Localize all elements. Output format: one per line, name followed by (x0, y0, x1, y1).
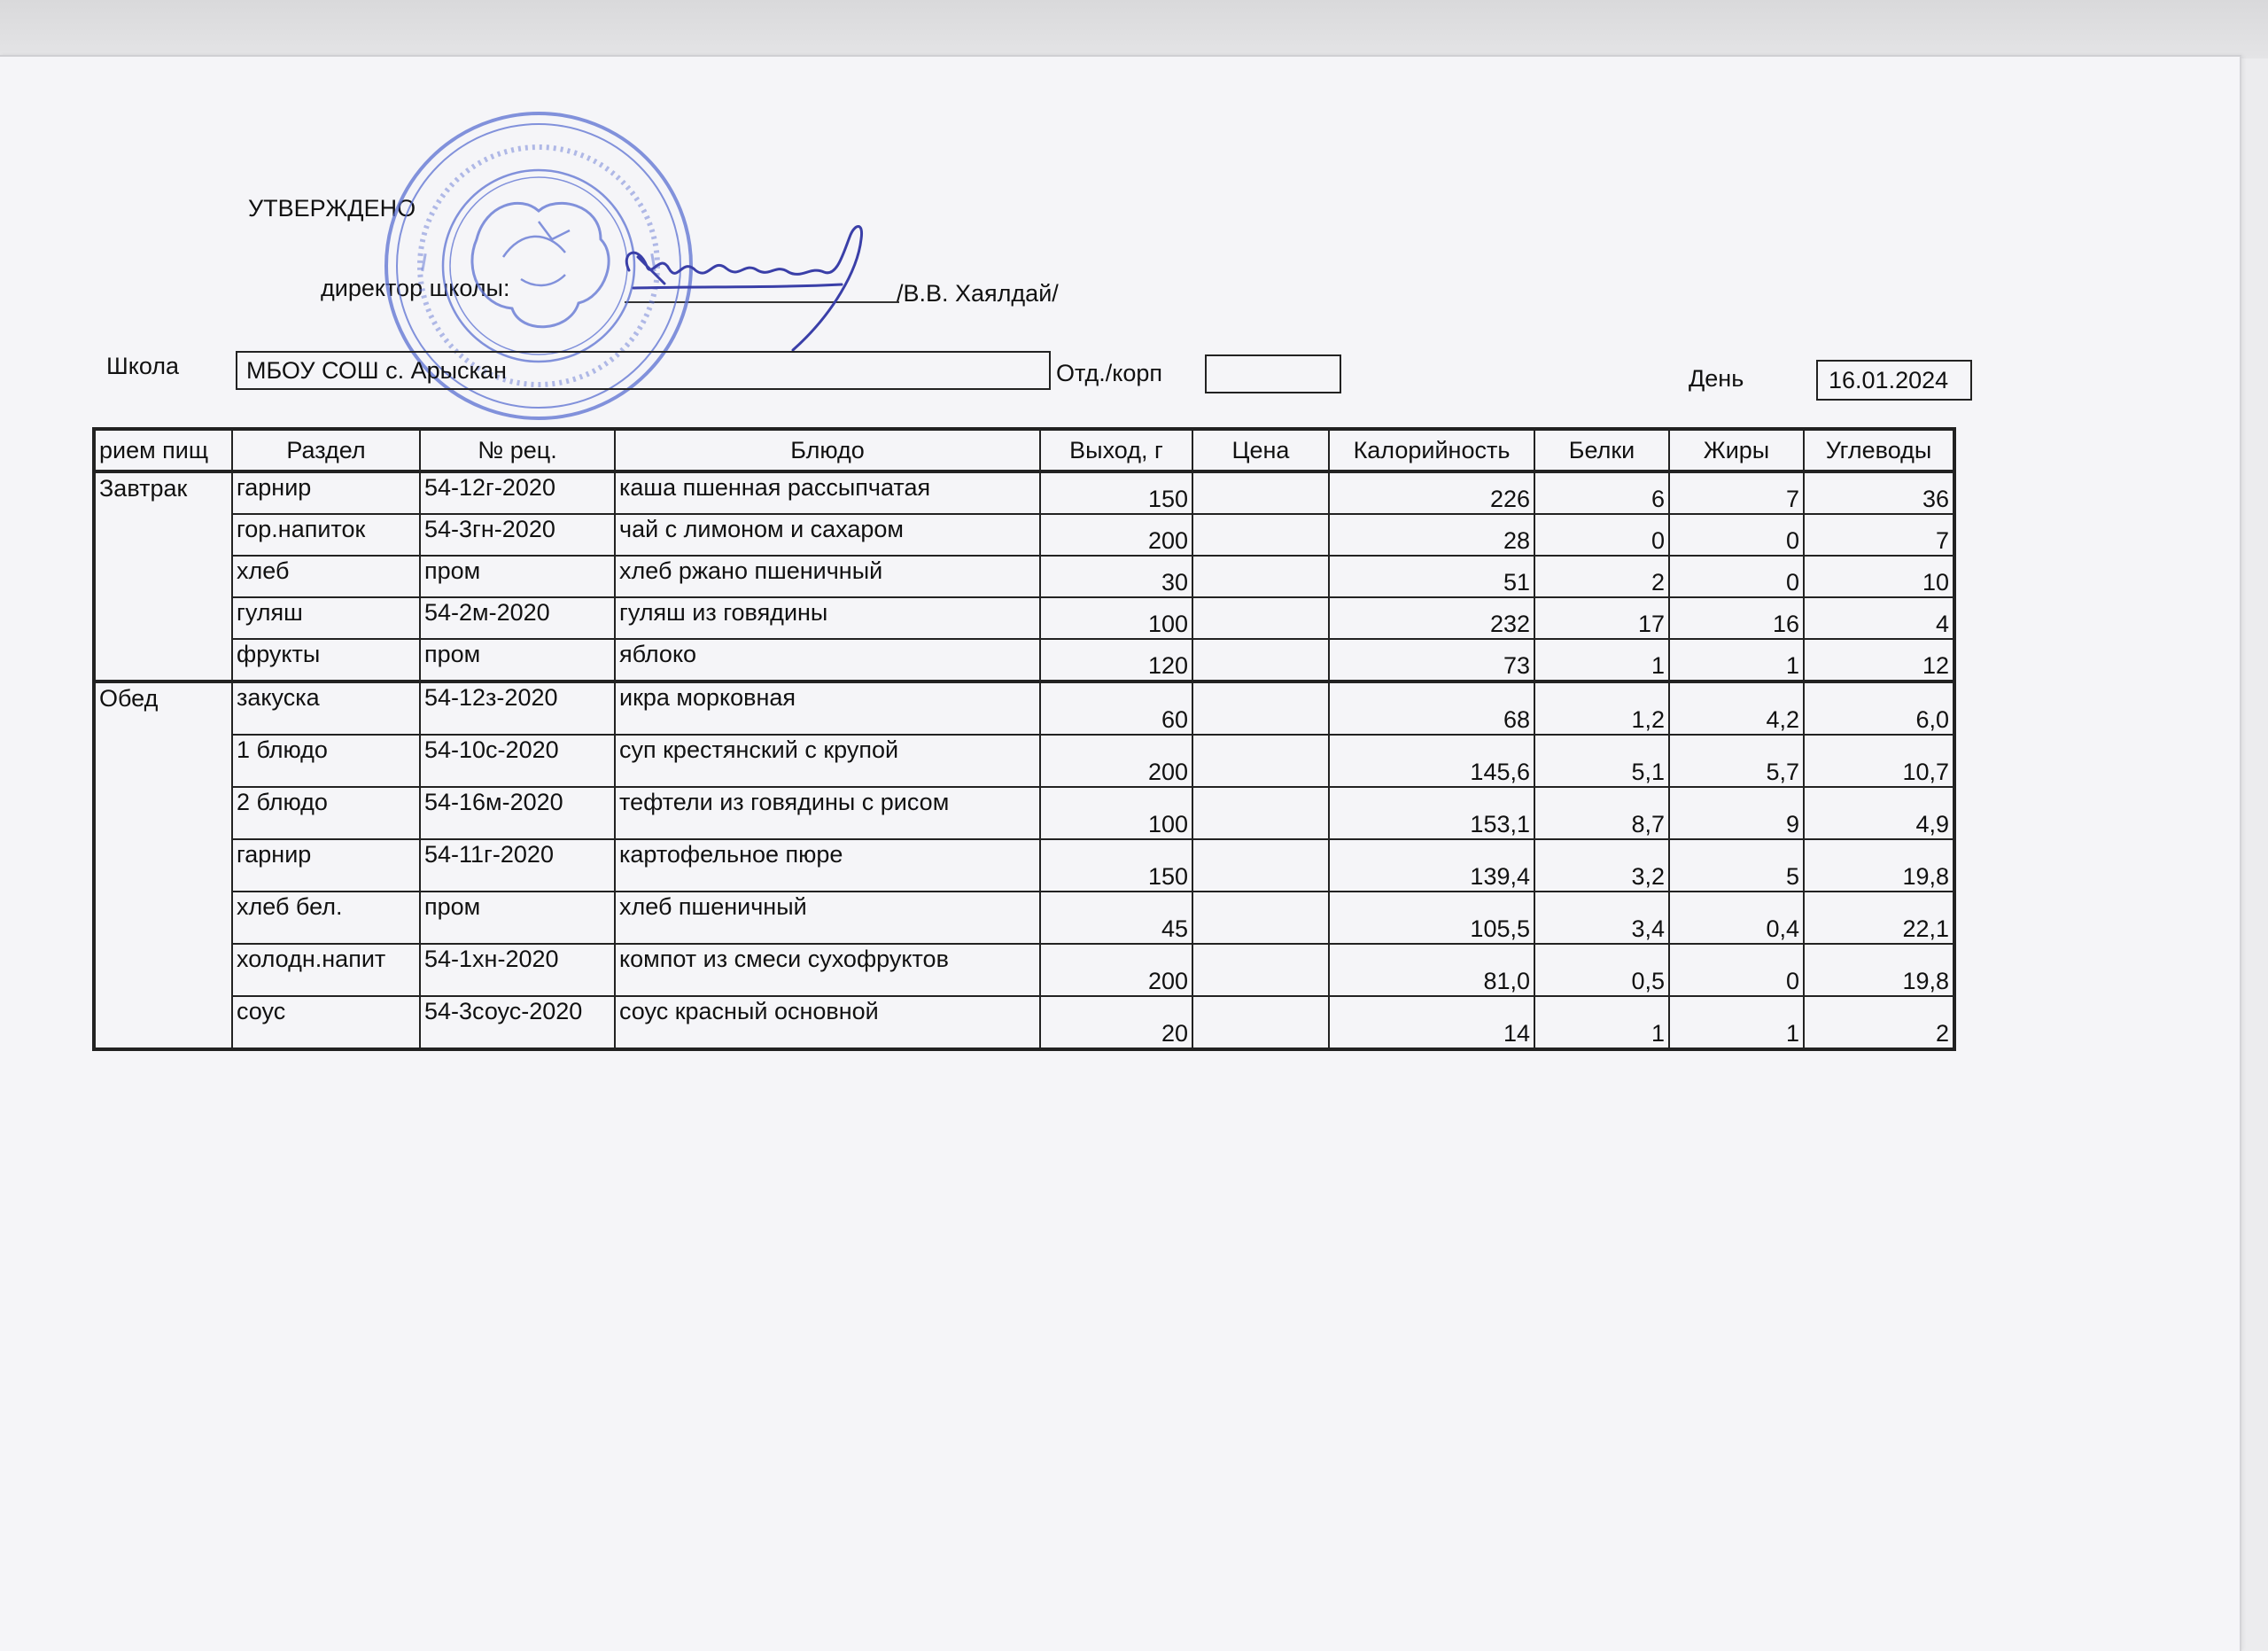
row-kcal: 81,0 (1329, 944, 1534, 996)
row-recipe: 54-3соус-2020 (420, 996, 615, 1049)
row-section: 2 блюдо (232, 787, 420, 839)
col-header-protein: Белки (1534, 429, 1669, 471)
row-carbs: 19,8 (1804, 944, 1954, 996)
table-row (94, 639, 1954, 681)
row-protein: 3,2 (1534, 839, 1669, 892)
row-yield: 45 (1040, 892, 1192, 944)
row-fat: 0 (1669, 514, 1804, 556)
row-yield: 30 (1040, 556, 1192, 597)
row-dish: чай с лимоном и сахаром (615, 514, 1040, 556)
col-header-section: Раздел (232, 429, 420, 471)
row-dish: хлеб пшеничный (615, 892, 1040, 944)
table-row (94, 597, 1954, 639)
row-recipe: 54-2м-2020 (420, 597, 615, 639)
row-kcal: 232 (1329, 597, 1534, 639)
row-yield: 200 (1040, 944, 1192, 996)
row-price (1192, 839, 1329, 892)
school-label: Школа (106, 353, 180, 379)
row-yield: 200 (1040, 514, 1192, 556)
row-protein: 8,7 (1534, 787, 1669, 839)
row-dish: тефтели из говядины с рисом (615, 787, 1040, 839)
row-price (1192, 471, 1329, 514)
row-recipe: 54-11г-2020 (420, 839, 615, 892)
row-carbs: 12 (1804, 639, 1954, 681)
row-carbs: 6,0 (1804, 681, 1954, 735)
row-recipe: 54-3гн-2020 (420, 514, 615, 556)
table-row (94, 892, 1954, 944)
row-protein: 0,5 (1534, 944, 1669, 996)
table-row (94, 839, 1954, 892)
row-dish: соус красный основной (615, 996, 1040, 1049)
signature-icon (611, 217, 913, 359)
row-section: гуляш (232, 597, 420, 639)
row-fat: 1 (1669, 639, 1804, 681)
row-yield: 150 (1040, 839, 1192, 892)
row-protein: 1 (1534, 996, 1669, 1049)
row-kcal: 14 (1329, 996, 1534, 1049)
row-recipe: пром (420, 639, 615, 681)
row-carbs: 2 (1804, 996, 1954, 1049)
table-row (94, 787, 1954, 839)
row-section: фрукты (232, 639, 420, 681)
col-header-meal: рием пищ (94, 429, 232, 471)
row-price (1192, 944, 1329, 996)
table-header-row (94, 429, 1954, 471)
row-section: гарнир (232, 839, 420, 892)
row-recipe: 54-1хн-2020 (420, 944, 615, 996)
table-row (94, 681, 1954, 735)
row-section: гор.напиток (232, 514, 420, 556)
row-section: 1 блюдо (232, 735, 420, 787)
row-price (1192, 597, 1329, 639)
row-section: хлеб бел. (232, 892, 420, 944)
col-header-yield: Выход, г (1040, 429, 1192, 471)
row-fat: 4,2 (1669, 681, 1804, 735)
row-kcal: 73 (1329, 639, 1534, 681)
row-price (1192, 892, 1329, 944)
row-kcal: 139,4 (1329, 839, 1534, 892)
meal-name: Завтрак (94, 471, 232, 681)
row-price (1192, 735, 1329, 787)
table-row (94, 735, 1954, 787)
row-recipe: пром (420, 556, 615, 597)
row-protein: 3,4 (1534, 892, 1669, 944)
row-kcal: 226 (1329, 471, 1534, 514)
row-fat: 0,4 (1669, 892, 1804, 944)
row-protein: 17 (1534, 597, 1669, 639)
table-row (94, 944, 1954, 996)
breakfast-section (94, 471, 1954, 681)
row-fat: 9 (1669, 787, 1804, 839)
row-section: гарнир (232, 471, 420, 514)
row-dish: каша пшенная рассыпчатая (615, 471, 1040, 514)
row-recipe: 54-16м-2020 (420, 787, 615, 839)
row-protein: 6 (1534, 471, 1669, 514)
director-label: директор школы: (321, 275, 510, 301)
row-kcal: 145,6 (1329, 735, 1534, 787)
row-carbs: 19,8 (1804, 839, 1954, 892)
dept-field (1205, 354, 1341, 393)
row-fat: 1 (1669, 996, 1804, 1049)
scanner-background (0, 0, 2268, 58)
lunch-section (94, 681, 1954, 1049)
menu-table (92, 427, 1956, 1051)
row-recipe: 54-12з-2020 (420, 681, 615, 735)
col-header-dish: Блюдо (615, 429, 1040, 471)
row-section: хлеб (232, 556, 420, 597)
row-protein: 1 (1534, 639, 1669, 681)
row-dish: гуляш из говядины (615, 597, 1040, 639)
row-carbs: 22,1 (1804, 892, 1954, 944)
row-price (1192, 556, 1329, 597)
row-fat: 0 (1669, 944, 1804, 996)
row-dish: картофельное пюре (615, 839, 1040, 892)
col-header-carbs: Углеводы (1804, 429, 1954, 471)
row-dish: суп крестянский с крупой (615, 735, 1040, 787)
row-carbs: 36 (1804, 471, 1954, 514)
row-fat: 7 (1669, 471, 1804, 514)
row-kcal: 105,5 (1329, 892, 1534, 944)
school-field: МБОУ СОШ с. Арыскан (236, 351, 1051, 390)
row-protein: 5,1 (1534, 735, 1669, 787)
row-fat: 5,7 (1669, 735, 1804, 787)
row-carbs: 10,7 (1804, 735, 1954, 787)
row-yield: 20 (1040, 996, 1192, 1049)
row-yield: 150 (1040, 471, 1192, 514)
row-recipe: 54-12г-2020 (420, 471, 615, 514)
row-kcal: 153,1 (1329, 787, 1534, 839)
director-name: /В.В. Хаялдай/ (897, 280, 1059, 307)
col-header-recipe: № рец. (420, 429, 615, 471)
row-protein: 0 (1534, 514, 1669, 556)
row-kcal: 68 (1329, 681, 1534, 735)
col-header-fat: Жиры (1669, 429, 1804, 471)
row-price (1192, 996, 1329, 1049)
row-carbs: 7 (1804, 514, 1954, 556)
row-yield: 60 (1040, 681, 1192, 735)
row-carbs: 10 (1804, 556, 1954, 597)
row-dish: икра морковная (615, 681, 1040, 735)
row-carbs: 4 (1804, 597, 1954, 639)
dept-label: Отд./корп (1056, 360, 1162, 386)
row-fat: 0 (1669, 556, 1804, 597)
row-price (1192, 514, 1329, 556)
row-protein: 1,2 (1534, 681, 1669, 735)
row-recipe: пром (420, 892, 615, 944)
col-header-kcal: Калорийность (1329, 429, 1534, 471)
approved-label: УТВЕРЖДЕНО (248, 195, 416, 222)
row-recipe: 54-10с-2020 (420, 735, 615, 787)
row-price (1192, 787, 1329, 839)
row-yield: 120 (1040, 639, 1192, 681)
row-yield: 100 (1040, 597, 1192, 639)
day-label: День (1689, 365, 1744, 392)
row-yield: 200 (1040, 735, 1192, 787)
row-section: закуска (232, 681, 420, 735)
table-row (94, 514, 1954, 556)
row-fat: 5 (1669, 839, 1804, 892)
row-fat: 16 (1669, 597, 1804, 639)
day-field: 16.01.2024 (1816, 360, 1972, 401)
table-row (94, 556, 1954, 597)
row-dish: хлеб ржано пшеничный (615, 556, 1040, 597)
row-dish: яблоко (615, 639, 1040, 681)
row-price (1192, 639, 1329, 681)
row-kcal: 28 (1329, 514, 1534, 556)
table-row (94, 996, 1954, 1049)
row-carbs: 4,9 (1804, 787, 1954, 839)
row-price (1192, 681, 1329, 735)
table-row (94, 471, 1954, 514)
col-header-price: Цена (1192, 429, 1329, 471)
row-dish: компот из смеси сухофруктов (615, 944, 1040, 996)
meal-name: Обед (94, 681, 232, 1049)
row-protein: 2 (1534, 556, 1669, 597)
row-kcal: 51 (1329, 556, 1534, 597)
row-section: холодн.напит (232, 944, 420, 996)
row-section: соус (232, 996, 420, 1049)
row-yield: 100 (1040, 787, 1192, 839)
